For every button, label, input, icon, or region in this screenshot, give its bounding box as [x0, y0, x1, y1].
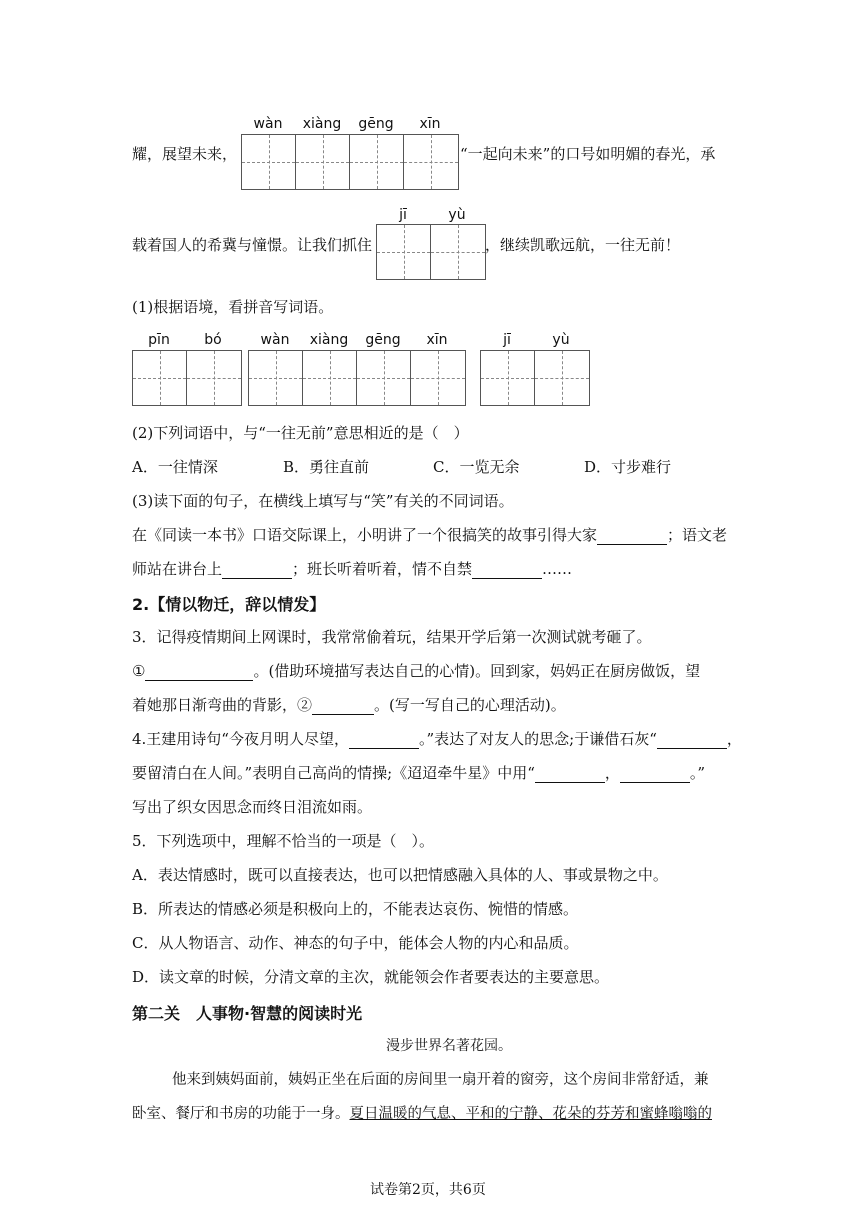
pinyin-yu-2: yù: [552, 332, 570, 348]
q2-prompt: (2)下列词语中，与“一往无前”意思相近的是（ ）: [132, 424, 469, 442]
item5-option-a[interactable]: A．表达情感时，既可以直接表达，也可以把情感融入具体的人、事或景物之中。: [132, 866, 668, 884]
q3-line1: [132, 524, 727, 545]
pinyin-ji: jī: [399, 207, 407, 223]
q3-line1-a: 在《同读一本书》口语交际课上，小明讲了一个很搞笑的故事引得大家: [132, 526, 598, 544]
q3-prompt: (3)读下面的句子，在横线上填写与“笑”有关的不同词语。: [132, 492, 514, 510]
item3-line3-b: 。(写一写自己的心理活动)。: [374, 696, 566, 714]
pinyin-ji-2: jī: [503, 332, 511, 348]
q2-option-d[interactable]: D．寸步难行: [584, 458, 672, 476]
tianzige-wanxianggengxin-2[interactable]: [248, 350, 466, 406]
item4-line1-c: ，: [726, 730, 742, 748]
q3-line2-a: 师站在讲台上: [132, 560, 223, 578]
page-footer: 试卷第2页，共6页: [370, 1182, 486, 1198]
item5-prompt: 5．下列选项中，理解不恰当的一项是（ ）。: [132, 832, 435, 850]
item4-line1: [132, 728, 742, 749]
item4-line2-a: 要留清白在人间。”表明自己高尚的情操;《迢迢牵牛星》中用“: [132, 764, 535, 782]
item5-option-d[interactable]: D．读文章的时候，分清文章的主次，就能领会作者要表达的主要意思。: [132, 968, 610, 986]
underlined-sentence: 夏日温暖的气息、平和的宁静、花朵的芬芳和蜜蜂嗡嗡的: [349, 1106, 712, 1122]
part2-subtitle: 漫步世界名著花园。: [386, 1038, 512, 1054]
blank-environment[interactable]: [145, 664, 253, 681]
item4-line1-b: 。”表达了对友人的思念;于谦借石灰“: [418, 730, 657, 748]
item4-line2-b: ，: [604, 764, 620, 782]
pinyin-geng-2: gēng: [365, 332, 401, 348]
q3-line1-b: ；语文老: [667, 526, 728, 544]
item4-line2-c: 。”: [689, 764, 706, 782]
part2-title: 第二关 人事物·智慧的阅读时光: [132, 1004, 363, 1023]
passage-line1-a: 耀，展望未来，: [132, 145, 238, 163]
pinyin-xin: xīn: [419, 116, 441, 132]
part2-para-line2: [132, 1102, 712, 1123]
blank-mind[interactable]: [312, 698, 374, 715]
q3-line2-b: ；班长听着听着，情不自禁: [292, 560, 473, 578]
q2-option-c[interactable]: C．一览无余: [433, 458, 520, 476]
item4-line3: 写出了织女因思念而终日泪流如雨。: [132, 798, 373, 816]
part2-para-line1: 他来到姨妈面前，姨妈正坐在后面的房间里一扇开着的窗旁，这个房间非常舒适，兼: [172, 1072, 709, 1088]
blank-poem-3[interactable]: [535, 766, 605, 783]
blank-poem-4[interactable]: [620, 766, 690, 783]
q3-line2: [132, 558, 572, 579]
pinyin-pin: pīn: [148, 332, 170, 348]
pinyin-xiang-2: xiàng: [309, 332, 349, 348]
pinyin-bo: bó: [204, 332, 222, 348]
part2-para2-a: 卧室、餐厅和书房的功能于一身。: [132, 1106, 350, 1122]
tianzige-wanxianggengxin[interactable]: [241, 134, 459, 190]
passage-line2-b: ，继续凯歌远航，一往无前！: [485, 236, 681, 254]
item3-line1: 3．记得疫情期间上网课时，我常常偷着玩，结果开学后第一次测试就考砸了。: [132, 628, 652, 646]
tianzige-jiyu-2[interactable]: [480, 350, 590, 406]
pinyin-wan-2: wàn: [260, 332, 290, 348]
item5-option-c[interactable]: C．从人物语言、动作、神态的句子中，能体会人物的内心和品质。: [132, 934, 579, 952]
q3-line2-c: ……: [542, 560, 573, 578]
item3-line3-a: 着她那日渐弯曲的背影，: [132, 696, 298, 714]
pinyin-xin-2: xīn: [426, 332, 448, 348]
pinyin-xiang: xiàng: [302, 116, 342, 132]
q1-prompt: (1)根据语境，看拼音写词语。: [132, 298, 334, 316]
tianzige-pinbo[interactable]: [132, 350, 242, 406]
item3-line2: [132, 660, 700, 681]
passage-line1-b: “一起向未来”的口号如明媚的春光，承: [460, 145, 716, 163]
pinyin-yu: yù: [448, 207, 466, 223]
tianzige-jiyu[interactable]: [376, 224, 486, 280]
passage-line2-a: 载着国人的希冀与憧憬。让我们抓住: [132, 236, 373, 254]
blank-poem-2[interactable]: [657, 732, 727, 749]
pinyin-geng: gēng: [358, 116, 394, 132]
item4-line2: [132, 762, 705, 783]
blank-laugh-3[interactable]: [472, 562, 542, 579]
circle-two-mark: ②: [297, 696, 313, 714]
section2-title: 2.【情以物迁，辞以情发】: [132, 595, 326, 614]
blank-laugh-2[interactable]: [222, 562, 292, 579]
pinyin-wan: wàn: [253, 116, 283, 132]
item5-option-b[interactable]: B．所表达的情感必须是积极向上的，不能表达哀伤、惋惜的情感。: [132, 900, 579, 918]
blank-laugh-1[interactable]: [597, 528, 667, 545]
item3-line2-b: 。(借助环境描写表达自己的心情)。回到家，妈妈正在厨房做饭，望: [253, 662, 701, 680]
circle-one-mark: ①: [132, 662, 146, 680]
q2-option-a[interactable]: A．一往情深: [132, 458, 218, 476]
blank-poem-1[interactable]: [349, 732, 419, 749]
item4-line1-a: 4.王建用诗句“今夜月明人尽望，: [132, 730, 349, 748]
q2-option-b[interactable]: B．勇往直前: [283, 458, 370, 476]
item3-line3: [132, 694, 566, 715]
